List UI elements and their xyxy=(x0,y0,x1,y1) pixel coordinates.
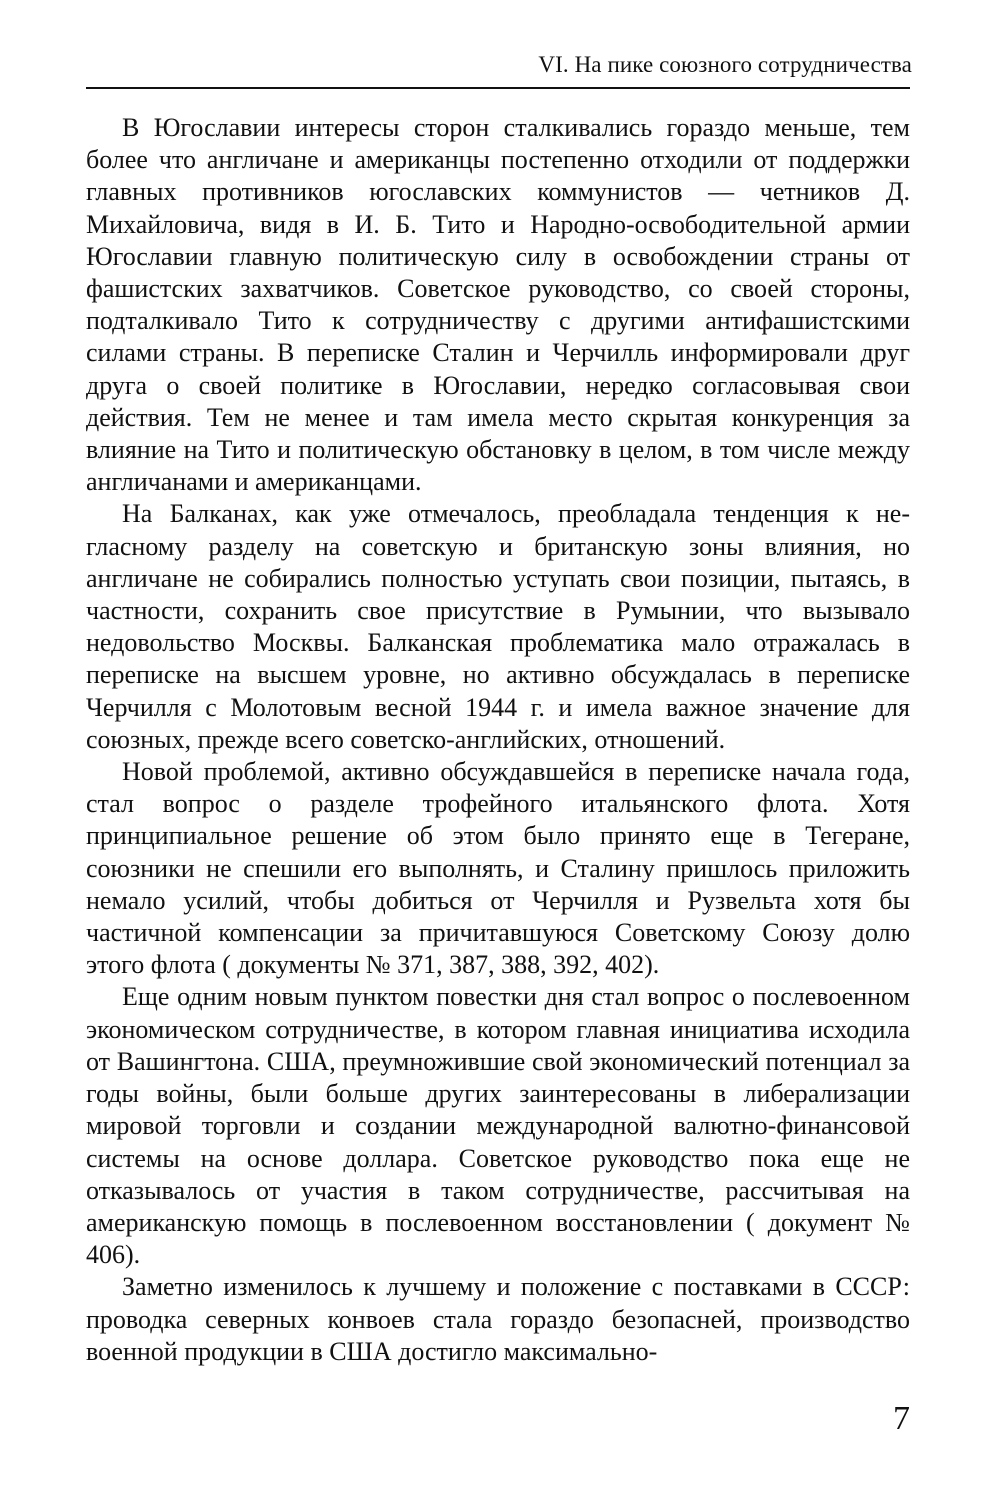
body-text xyxy=(86,112,910,1368)
paragraph: Новой проблемой, активно обсуждавшейся в переписке начала года, стал вопрос о разделе трофейного итальянского флота. Хотя принципиальное решение об этом было принято еще в Тегеране, союзники не спешили его выполнять, и Сталину пришлось приложить немало усилий, чтобы добиться от Черчилля и Рузвельта хотя бы частичной компенсации за причитавшуюся Советскому Союзу долю этого флота ( документы № 371, 387, 388, 392, 402). xyxy=(86,757,910,980)
paragraph: В Югославии интересы сторон сталкивались гораздо меньше, тем более что англичане и американцы постепенно отходили от поддержки главных противников югославских коммунистов — четников Д. Михайловича, видя в И. Б. Тито и Народно-освободительной армии Югославии главную политическую силу в освобождении страны от фашистских захватчиков. Советское руководство, со своей стороны, подталкивало Тито к сотрудничеству с другими антифашистскими силами страны. В переписке Сталин и Черчилль информировали друг друга о своей политике в Югославии, нередко согласовывая свои действия. Тем не менее и там имела место скрытая конкуренция за влияние на Тито и политическую обстановку в целом, в том числе между англичанами и американцами. xyxy=(86,113,910,497)
paragraph: Заметно изменилось к лучшему и положение с поставками в СССР: проводка северных конвоев стала гораздо безопасней, производство военной продукции в США достигло максимально- xyxy=(86,1272,910,1366)
page-number: 7 xyxy=(893,1400,910,1437)
running-head: VI. На пике союзного сотрудничества xyxy=(538,52,912,77)
paragraph: Еще одним новым пунктом повестки дня стал вопрос о послевоенном экономическом сотрудничестве, в котором главная инициатива исходила от Вашингтона. США, преумножившие свой экономический потенциал за годы войны, были больше других заинтересованы в либерализации мировой торговли и создании международной валютно-финансовой системы на основе доллара. Советское руководство пока еще не отказывалось от участия в таком сотрудничестве, рассчитывая на американскую помощь в послевоенном восстановлении ( документ № 406). xyxy=(86,982,910,1270)
paragraph: На Балканах, как уже отмечалось, преобладала тенденция к негласному разделу на советскую и британскую зоны влияния, но англичане не собирались полностью уступать свои позиции, пытаясь, в частности, сохранить свое присутствие в Румынии, что вызывало недовольство Москвы. Балканская проблематика мало отражалась в переписке на высшем уровне, но активно обсуждалась в переписке Черчилля с Молотовым весной 1944 г. и имела важное значение для союзных, прежде всего советско-английских, отношений. xyxy=(86,499,910,754)
header-rule xyxy=(86,87,910,89)
